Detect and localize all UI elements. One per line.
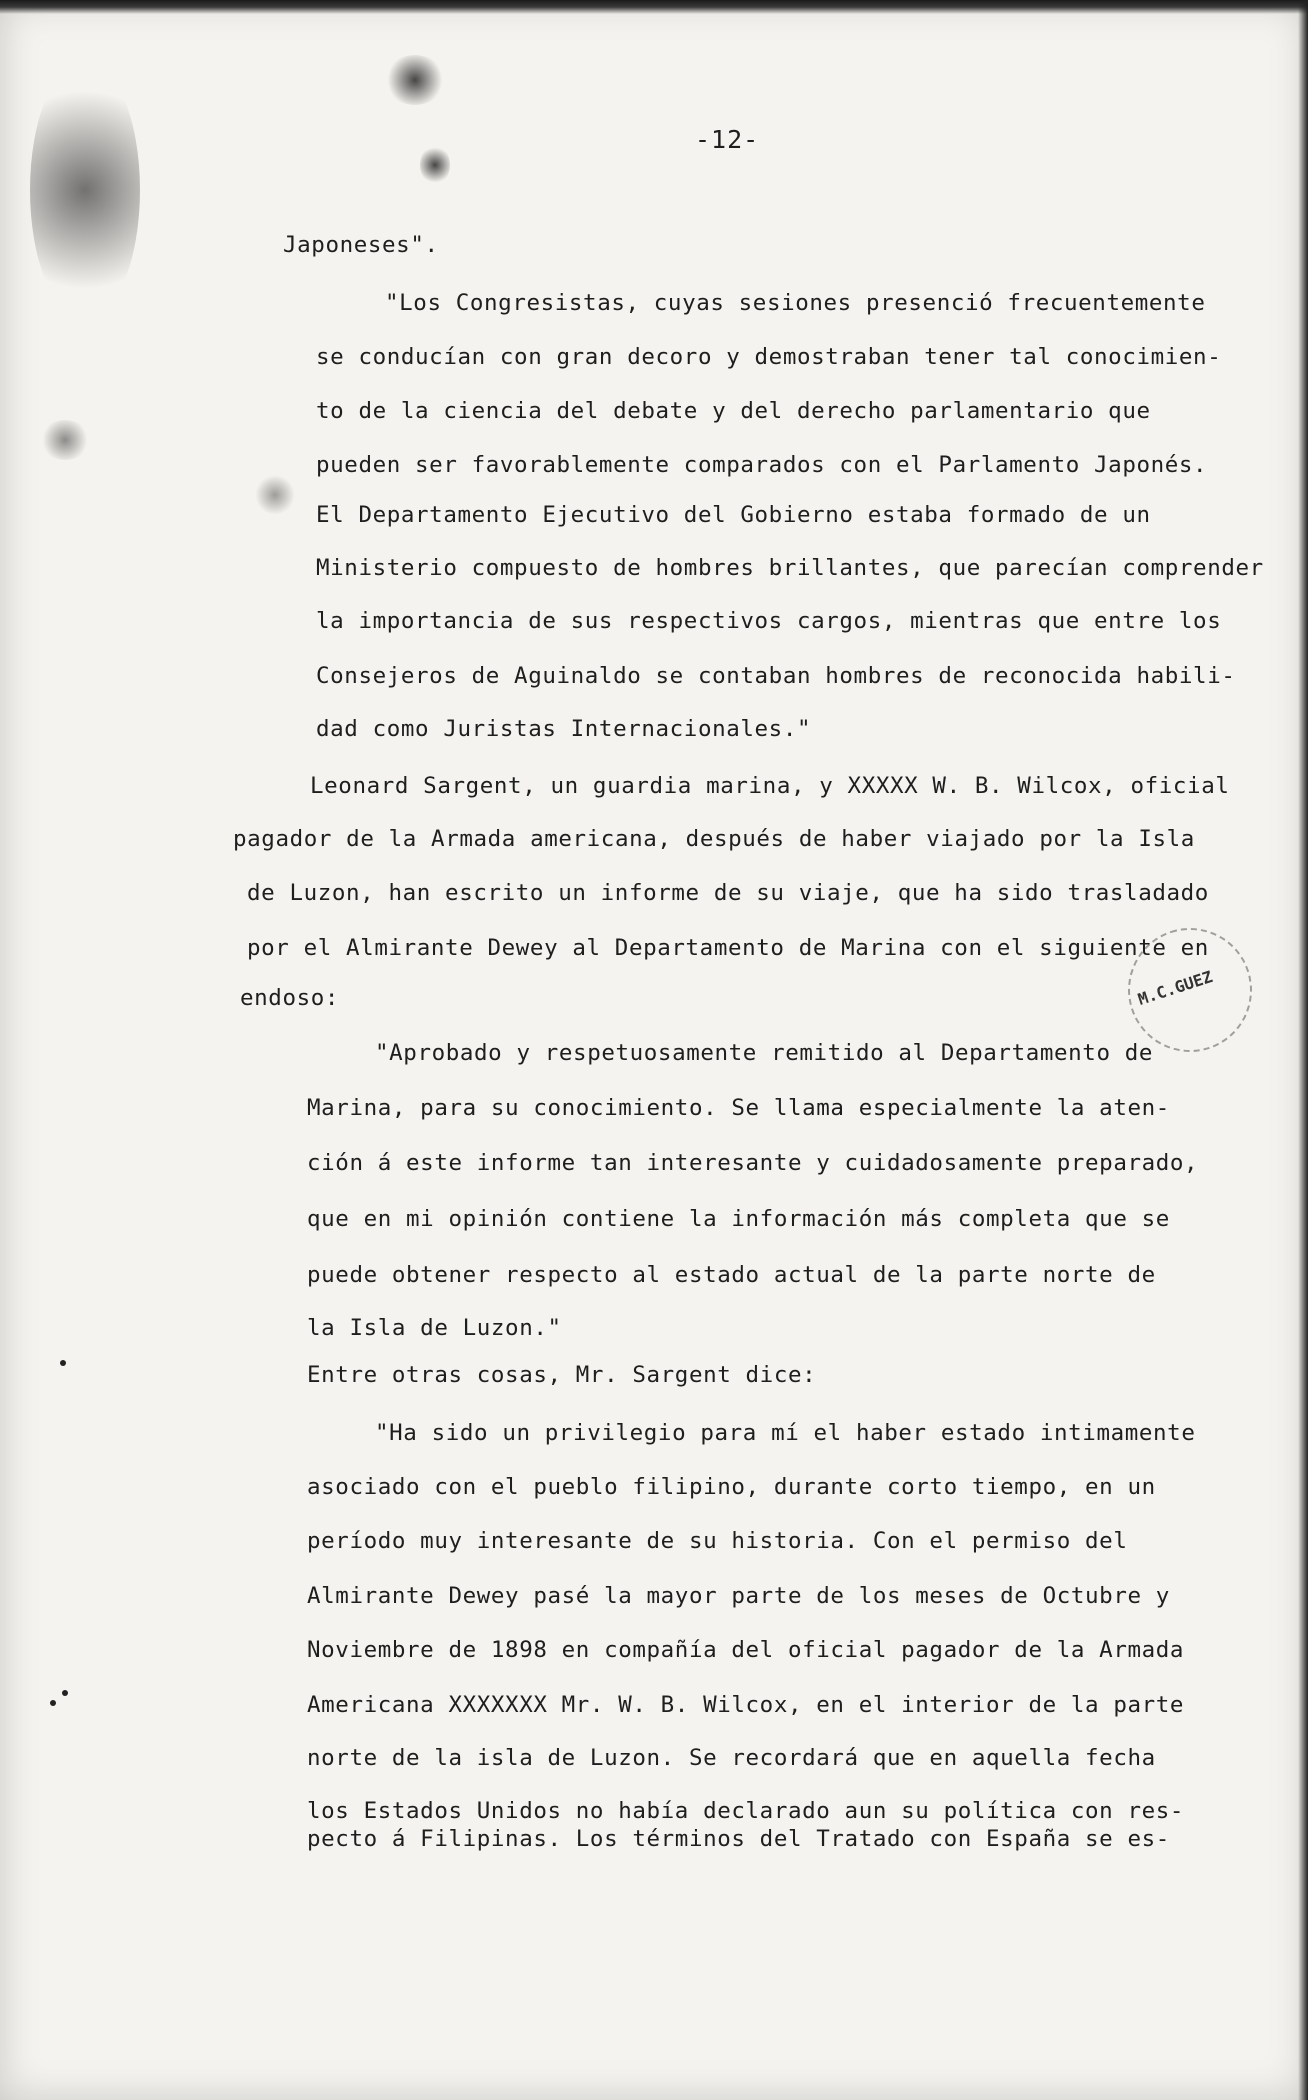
text-line: Ministerio compuesto de hombres brillantes, que parecían comprender <box>316 555 1264 581</box>
text-line: El Departamento Ejecutivo del Gobierno estaba formado de un <box>316 502 1151 528</box>
text-line: "Aprobado y respetuosamente remitido al Departamento de <box>375 1040 1154 1066</box>
text-line: pecto á Filipinas. Los términos del Tratado con España se es- <box>307 1826 1170 1852</box>
text-line: Marina, para su conocimiento. Se llama especialmente la aten- <box>307 1095 1170 1121</box>
text-line: puede obtener respecto al estado actual de la parte norte de <box>307 1262 1156 1288</box>
text-line: Leonard Sargent, un guardia marina, y XXXXX W. B. Wilcox, oficial <box>310 773 1230 799</box>
stamp-text: M.C.GUEZ <box>1135 967 1215 1009</box>
text-line: Japoneses". <box>283 232 439 258</box>
ink-stain <box>420 145 450 185</box>
text-line: los Estados Unidos no había declarado aun su política con res- <box>307 1798 1185 1824</box>
ink-stain <box>40 420 90 460</box>
speck <box>60 1360 66 1366</box>
speck <box>62 1690 68 1696</box>
text-line: pagador de la Armada americana, después de haber viajado por la Isla <box>233 826 1195 852</box>
text-line: ción á este informe tan interesante y cuidadosamente preparado, <box>307 1150 1199 1176</box>
text-line: se conducían con gran decoro y demostraban tener tal conocimien- <box>316 344 1222 370</box>
text-line: norte de la isla de Luzon. Se recordará que en aquella fecha <box>307 1745 1156 1771</box>
ink-stain <box>255 475 295 515</box>
text-line: Entre otras cosas, Mr. Sargent dice: <box>307 1362 817 1388</box>
ink-stain <box>385 55 445 105</box>
text-line: pueden ser favorablemente comparados con el Parlamento Japonés. <box>316 452 1208 478</box>
text-line: Americana XXXXXXX Mr. W. B. Wilcox, en el interior de la parte <box>307 1692 1185 1718</box>
text-line: Noviembre de 1898 en compañía del oficial pagador de la Armada <box>307 1637 1185 1663</box>
text-line: "Los Congresistas, cuyas sesiones presenció frecuentemente <box>385 290 1206 316</box>
ink-stain <box>30 60 140 320</box>
page-number: -12- <box>695 125 760 154</box>
text-line: la Isla de Luzon." <box>307 1315 562 1341</box>
text-line: endoso: <box>240 985 340 1011</box>
scan-edge-top <box>0 0 1308 14</box>
text-line: Almirante Dewey pasé la mayor parte de los meses de Octubre y <box>307 1583 1170 1609</box>
text-line: dad como Juristas Internacionales." <box>316 716 812 742</box>
text-line: por el Almirante Dewey al Departamento de Marina con el siguiente en <box>247 935 1209 961</box>
text-line: de Luzon, han escrito un informe de su viaje, que ha sido trasladado <box>247 880 1209 906</box>
text-line: Consejeros de Aguinaldo se contaban hombres de reconocida habili- <box>316 663 1236 689</box>
text-line: que en mi opinión contiene la información más completa que se <box>307 1206 1170 1232</box>
text-line: período muy interesante de su historia. Con el permiso del <box>307 1528 1128 1554</box>
text-line: to de la ciencia del debate y del derecho parlamentario que <box>316 398 1151 424</box>
speck <box>50 1700 56 1706</box>
text-line: asociado con el pueblo filipino, durante corto tiempo, en un <box>307 1474 1156 1500</box>
text-line: la importancia de sus respectivos cargos, mientras que entre los <box>316 608 1222 634</box>
scan-edge-right <box>1298 0 1308 2100</box>
text-line: "Ha sido un privilegio para mí el haber estado intimamente <box>375 1420 1196 1446</box>
